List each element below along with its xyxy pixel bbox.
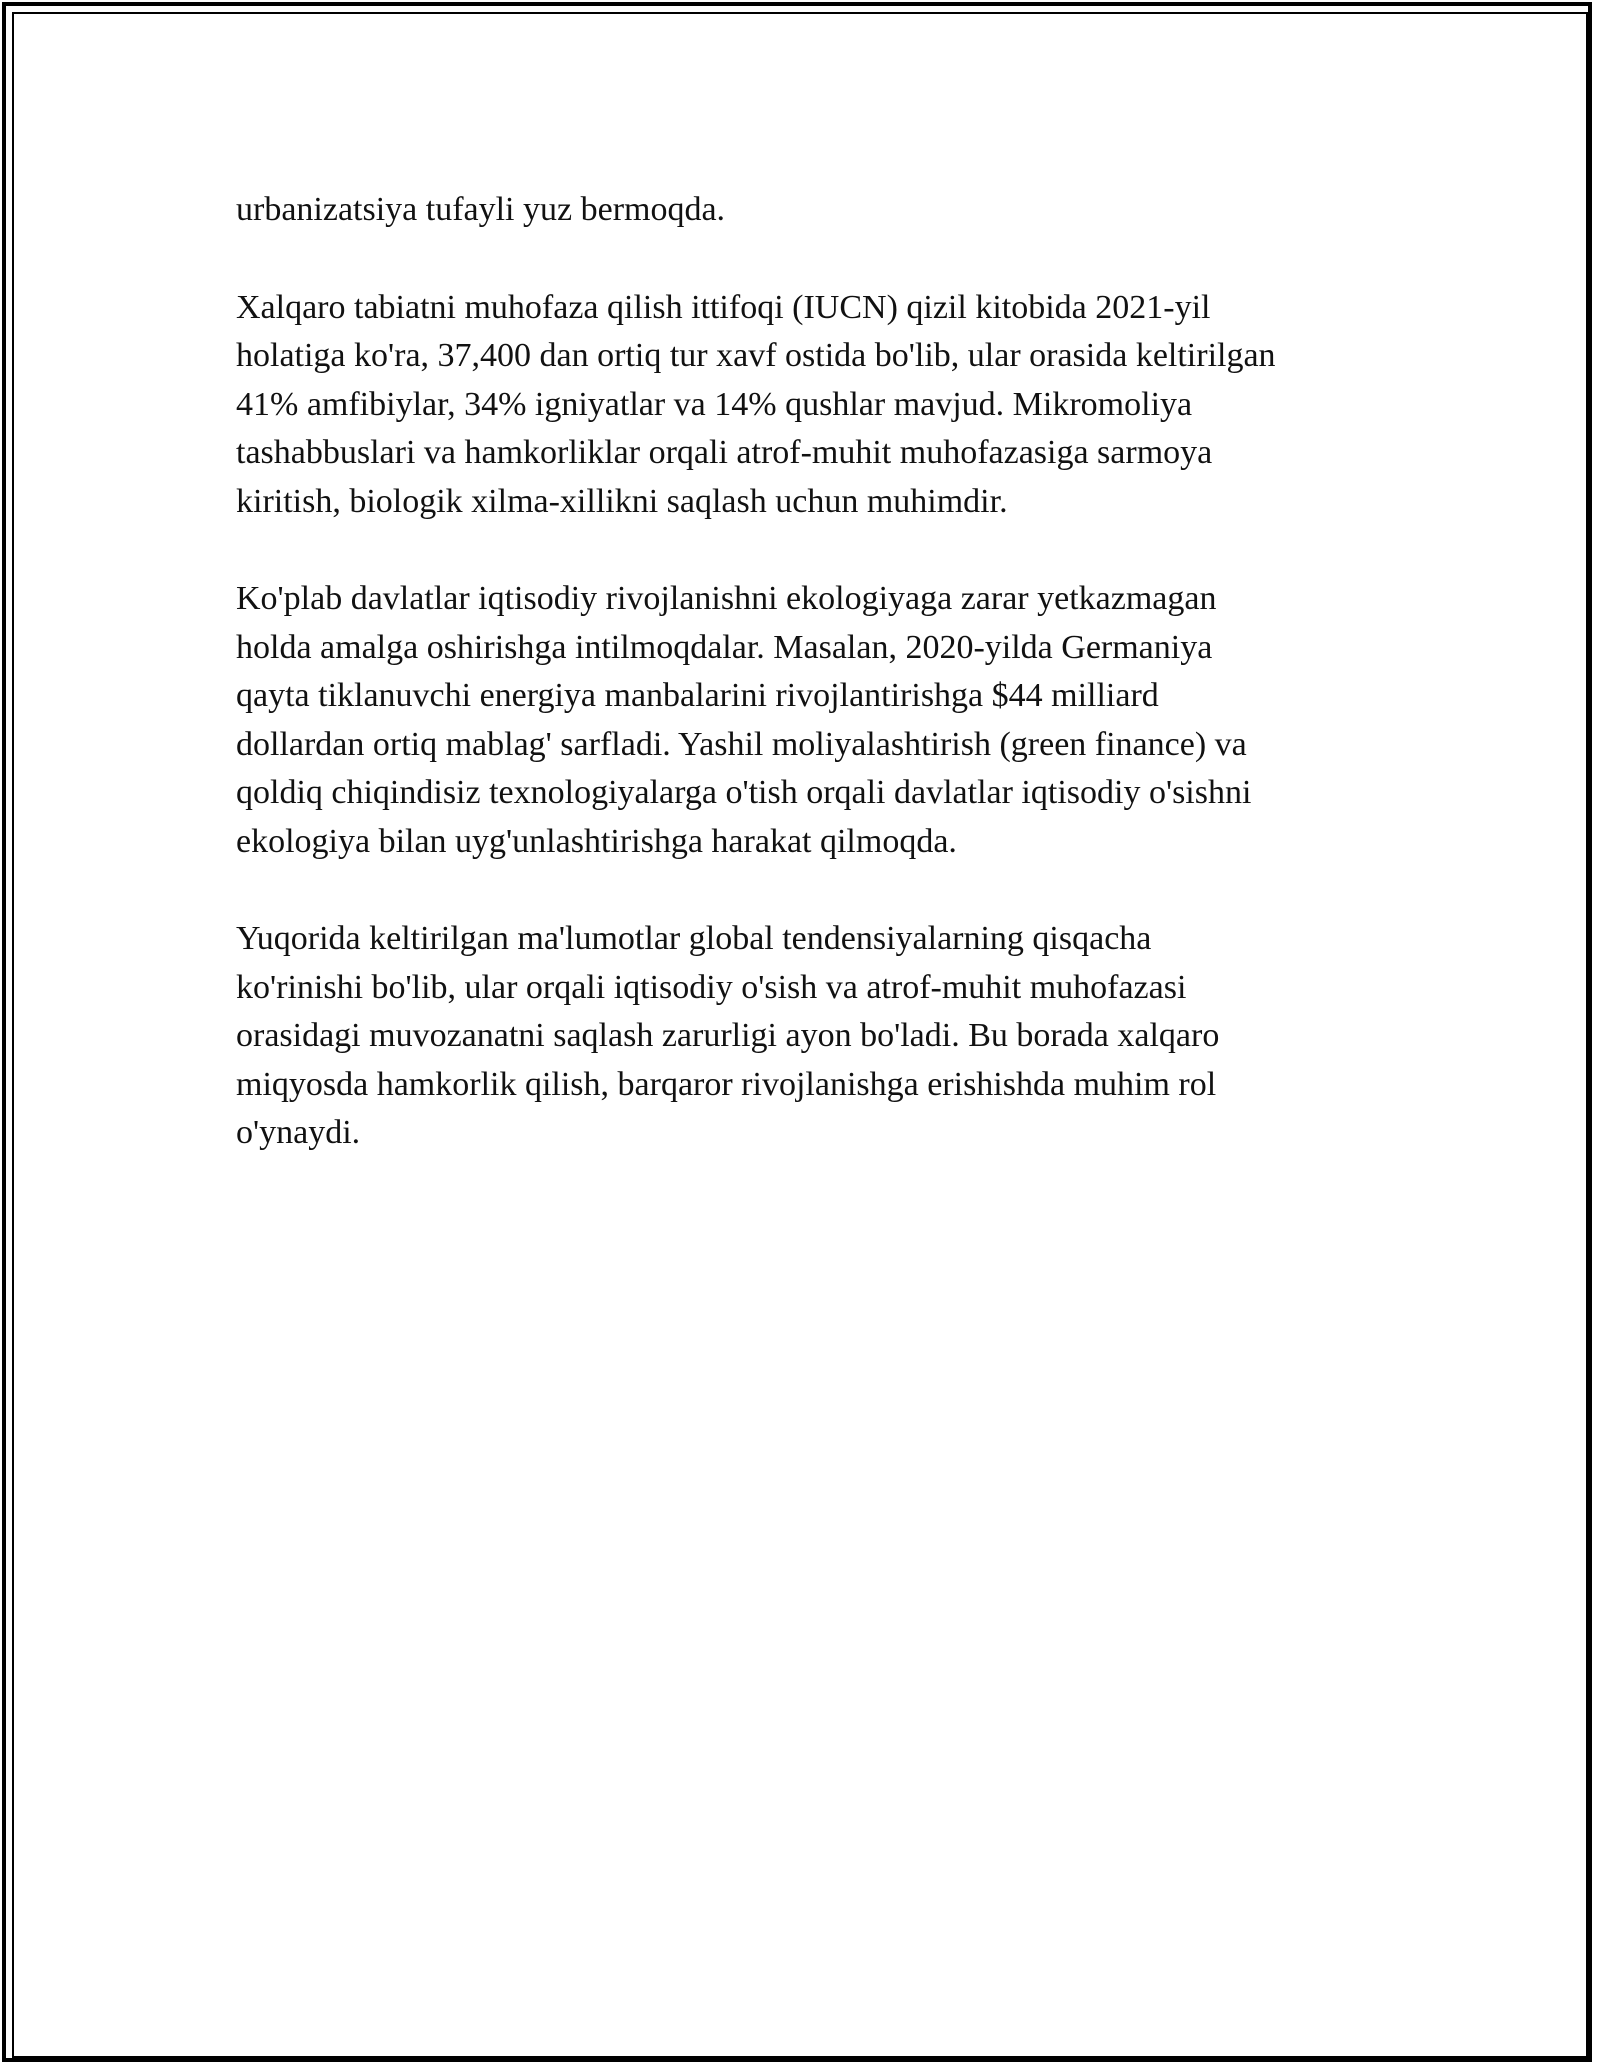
document-body: [236, 186, 1386, 1207]
paragraph-iucn-red-list: Xalqaro tabiatni muhofaza qilish ittifoqi (IUCN) qizil kitobida 2021-yil holatiga ko'ra, 37,400 dan ortiq tur xavf ostida bo'lib, ular orasida keltirilgan 41% amfibiylar, 34% igniyatlar va 14% qushlar mavjud. Mikromoliya tashabbuslari va hamkorliklar orqali atrof-muhit muhofazasiga sarmoya kiritish, biologik xilma-xillikni saqlash uchun muhimdir.: [236, 288, 1276, 520]
paragraph-conclusion: Yuqorida keltirilgan ma'lumotlar global tendensiyalarning qisqacha ko'rinishi bo'lib, ular orqali iqtisodiy o'sish va atrof-muhit muhofazasi orasidagi muvozanatni saqlash zarurligi ayon bo'ladi. Bu borada xalqaro miqyosda hamkorlik qilish, barqaror rivojlanishga erishishda muhim rol o'ynaydi.: [236, 920, 1220, 1151]
paragraph-urbanization: urbanizatsiya tufayli yuz bermoqda.: [236, 191, 726, 228]
paragraph-green-economy: Ko'plab davlatlar iqtisodiy rivojlanishni ekologiyaga zarar yetkazmagan holda amalga oshirishga intilmoqdalar. Masalan, 2020-yilda Germaniya qayta tiklanuvchi energiya manbalarini rivojlantirishga $44 milliard dollardan ortiq mablag' sarfladi. Yashil moliyalashtirish (green finance) va qoldiq chiqindisiz texnologiyalarga o'tish orqali davlatlar iqtisodiy o'sishni ekologiya bilan uyg'unlashtirishga harakat qilmoqda.: [236, 580, 1252, 860]
